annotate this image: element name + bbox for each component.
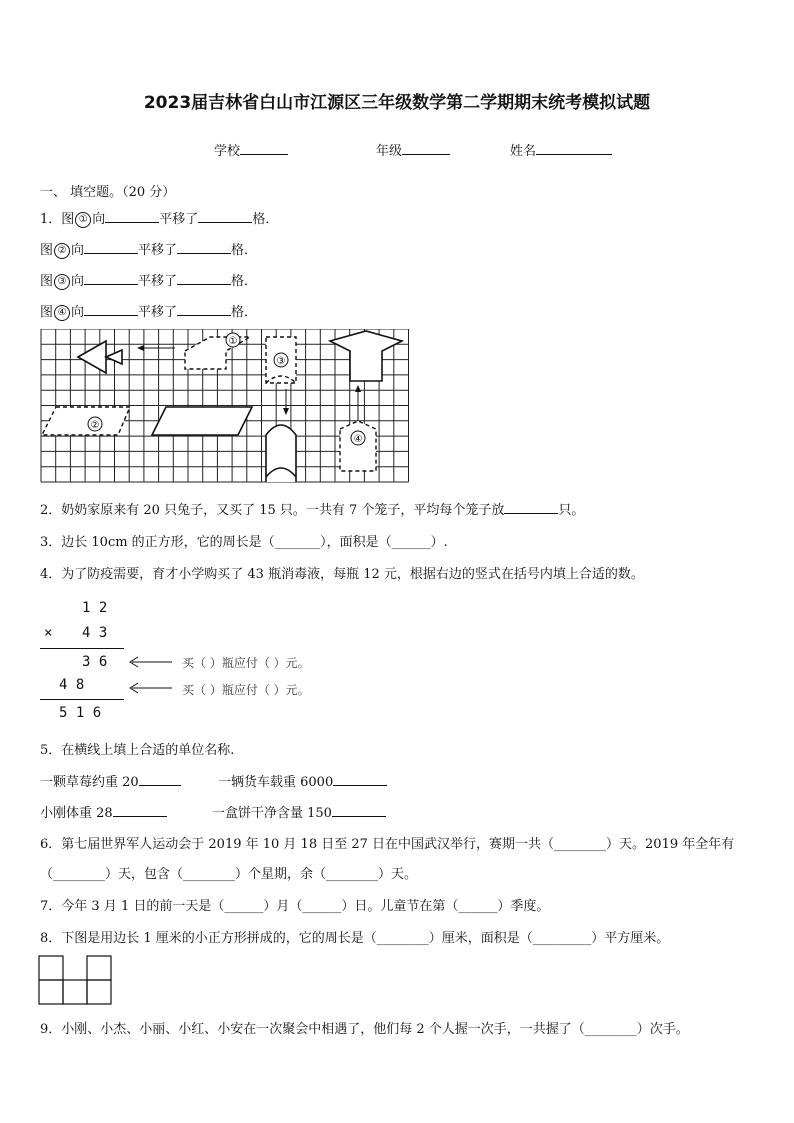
svg-text:③: ③ [276, 356, 286, 367]
svg-text:②: ② [90, 420, 100, 431]
section-heading: 一、 填空题。（20 分） [40, 185, 176, 200]
q5-item-a: 一颗草莓约重 20 [40, 771, 181, 790]
question-8: 8．下图是用边长 1 厘米的小正方形拼成的，它的周长是（________）厘米，面积是（_________）平方厘米。 [40, 931, 670, 946]
question-6-line2: （________）天，包含（________）个星期，余（________）天。 [40, 867, 418, 882]
calc-row3: 3 6 [82, 654, 108, 670]
label-4-icon [351, 431, 365, 445]
calc-row2: 4 3 [82, 625, 108, 641]
up-arrow-shape [330, 331, 402, 381]
q1-line4: 图 ④ 向 平移了 格． [40, 305, 258, 320]
calc-row5: 5 1 6 [59, 705, 102, 721]
calc-line-1 [40, 648, 124, 649]
q1-line3: 图 ③ 向 平移了 格． [40, 274, 258, 289]
question-6-line1: 6．第七届世界军人运动会于 2019 年 10 月 18 日至 27 日在中国武汉举行，赛期一共（________）天。2019 年全年有 [40, 837, 735, 852]
page-title: 2023届吉林省白山市江源区三年级数学第二学期期末统考模拟试题 [143, 93, 651, 113]
calc-note-2: 买（ ）瓶应付（ ）元。 [182, 683, 310, 697]
question-2: 2．奶奶家原来有 20 只兔子，又买了 15 只。一共有 7 个笼子，平均每个笼子放 只。 [40, 503, 585, 518]
grade-field: 年级 [376, 140, 450, 159]
svg-text:④: ④ [353, 434, 363, 445]
calc-times: × [44, 625, 53, 641]
q5-item-b: 一辆货车载重 6000 [218, 771, 387, 790]
q1-line1: 1．图 ① 向 平移了 格． [40, 212, 279, 227]
question-5: 5．在横线上填上合适的单位名称. [40, 743, 235, 758]
parallelogram [152, 407, 252, 435]
label-2-icon [88, 417, 102, 431]
question-9: 9．小刚、小杰、小丽、小红、小安在一次聚会中相遇了，他们每 2 个人握一次手，一共握了（________）次手。 [40, 1022, 689, 1037]
school-field: 学校 [214, 140, 288, 159]
question-4: 4．为了防疫需要，育才小学购买了 43 瓶消毒液，每瓶 12 元，根据右边的竖式在括号内填上合适的数。 [40, 567, 644, 582]
q5-item-c: 小刚体重 28 [40, 802, 167, 821]
question-3: 3．边长 10cm 的正方形，它的周长是（_______），面积是（______）. [40, 535, 448, 550]
arch-shape [266, 425, 296, 482]
calc-row1: 1 2 [82, 600, 108, 616]
calc-row4: 4 8 [59, 677, 85, 693]
arrow-shape [78, 341, 106, 373]
svg-text:①: ① [228, 336, 238, 347]
q1-line2: 图 ② 向 平移了 格． [40, 243, 258, 258]
calc-line-2 [40, 699, 124, 700]
question-7: 7．今年 3 月 1 日的前一天是（______）月（______）日。儿童节在第（______）季度。 [40, 899, 550, 914]
calc-note-1: 买（ ）瓶应付（ ）元。 [182, 656, 310, 670]
label-1-icon [226, 333, 240, 347]
q5-item-d: 一盒饼干净含量 150 [212, 802, 386, 821]
calc-arrows [126, 654, 176, 694]
shape-2 [42, 407, 130, 435]
shape-4 [340, 421, 376, 471]
q8-square-figure [38, 955, 112, 1005]
label-3-icon [274, 353, 288, 367]
name-field: 姓名 [510, 140, 612, 159]
translation-grid-figure [40, 329, 410, 483]
